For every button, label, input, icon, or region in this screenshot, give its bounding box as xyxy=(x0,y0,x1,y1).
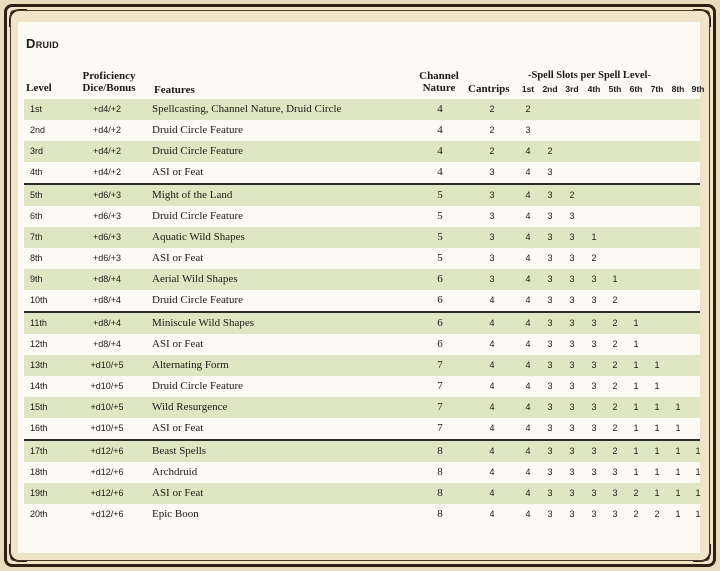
spell-slot-cell: 1 xyxy=(633,467,639,477)
spell-slot-cell: 4 xyxy=(525,253,531,263)
slot-level-header: 4th xyxy=(587,84,601,94)
feature-cell: Druid Circle Feature xyxy=(152,124,244,136)
proficiency-cell: +d8/+4 xyxy=(92,339,122,349)
spell-slot-cell: 3 xyxy=(569,232,575,242)
spell-slot-cell: 4 xyxy=(525,402,531,412)
table-row xyxy=(24,483,700,504)
level-cell: 3rd xyxy=(30,146,44,156)
spell-slot-cell: 1 xyxy=(654,381,660,391)
level-cell: 7th xyxy=(30,232,43,242)
table-row xyxy=(24,290,700,311)
proficiency-cell: +d6/+3 xyxy=(92,232,122,242)
spell-slot-cell: 3 xyxy=(547,446,553,456)
proficiency-cell: +d8/+4 xyxy=(92,318,122,328)
slot-level-header: 3rd xyxy=(565,84,579,94)
header-proficiency xyxy=(70,70,148,94)
spell-slot-cell: 3 xyxy=(569,211,575,221)
cantrips-cell: 4 xyxy=(489,446,495,456)
spell-slot-cell: 1 xyxy=(633,381,639,391)
spell-slot-cell: 4 xyxy=(525,488,531,498)
proficiency-cell: +d6/+3 xyxy=(92,211,122,221)
spell-slot-cell: 1 xyxy=(675,488,681,498)
cantrips-cell: 3 xyxy=(489,167,495,177)
spell-slot-cell: 3 xyxy=(547,467,553,477)
channel-nature-cell: 6 xyxy=(437,338,443,350)
spell-slot-cell: 3 xyxy=(591,446,597,456)
spell-slot-cell: 3 xyxy=(591,467,597,477)
spell-slot-cell: 1 xyxy=(695,467,701,477)
cantrips-cell: 3 xyxy=(489,253,495,263)
spell-slot-cell: 3 xyxy=(547,402,553,412)
spell-slot-cell: 2 xyxy=(633,488,639,498)
spell-slot-cell: 3 xyxy=(569,274,575,284)
spell-slot-cell: 2 xyxy=(654,509,660,519)
table-row xyxy=(24,141,700,162)
table-row xyxy=(24,99,700,120)
spell-slot-cell: 2 xyxy=(612,339,618,349)
spell-slot-cell: 3 xyxy=(547,295,553,305)
spell-slot-cell: 1 xyxy=(654,402,660,412)
proficiency-cell: +d4/+2 xyxy=(92,146,122,156)
level-cell: 6th xyxy=(30,211,43,221)
spell-slot-cell: 1 xyxy=(591,232,597,242)
channel-nature-cell: 7 xyxy=(437,401,443,413)
spell-slot-cell: 4 xyxy=(525,190,531,200)
cantrips-cell: 4 xyxy=(489,402,495,412)
table-row xyxy=(24,269,700,290)
header-spell-slots: -Spell Slots per Spell Level- xyxy=(528,70,651,81)
spell-slot-cell: 1 xyxy=(675,509,681,519)
level-cell: 20th xyxy=(30,509,48,519)
spell-slot-cell: 1 xyxy=(695,446,701,456)
channel-nature-cell: 6 xyxy=(437,273,443,285)
slot-level-header: 9th xyxy=(691,84,705,94)
channel-nature-cell: 8 xyxy=(437,508,443,520)
channel-nature-cell: 5 xyxy=(437,231,443,243)
spell-slot-cell: 3 xyxy=(525,125,531,135)
table-row xyxy=(24,376,700,397)
spell-slot-cell: 1 xyxy=(633,402,639,412)
spell-slot-cell: 4 xyxy=(525,360,531,370)
spell-slot-cell: 3 xyxy=(547,509,553,519)
spell-slot-cell: 4 xyxy=(525,232,531,242)
spell-slot-cell: 3 xyxy=(569,509,575,519)
spell-slot-cell: 2 xyxy=(569,190,575,200)
spell-slot-cell: 4 xyxy=(525,446,531,456)
level-cell: 10th xyxy=(30,295,48,305)
spell-slot-cell: 2 xyxy=(612,446,618,456)
cantrips-cell: 4 xyxy=(489,423,495,433)
spell-slot-cell: 4 xyxy=(525,381,531,391)
spell-slot-cell: 1 xyxy=(675,402,681,412)
table-row xyxy=(24,227,700,248)
cantrips-cell: 3 xyxy=(489,232,495,242)
spell-slot-cell: 2 xyxy=(612,402,618,412)
feature-cell: Might of the Land xyxy=(152,189,233,201)
header-proficiency-line1: Proficiency xyxy=(82,70,136,82)
level-cell: 16th xyxy=(30,423,48,433)
spell-slot-cell: 3 xyxy=(591,488,597,498)
channel-nature-cell: 5 xyxy=(437,189,443,201)
spell-slot-cell: 3 xyxy=(547,167,553,177)
proficiency-cell: +d6/+3 xyxy=(92,190,122,200)
spell-slot-cell: 4 xyxy=(525,509,531,519)
table-row xyxy=(24,439,700,462)
spell-slot-cell: 3 xyxy=(569,295,575,305)
spell-slot-cell: 1 xyxy=(633,339,639,349)
spell-slot-cell: 1 xyxy=(675,467,681,477)
spell-slot-cell: 3 xyxy=(569,360,575,370)
spell-slot-cell: 3 xyxy=(591,295,597,305)
spell-slot-cell: 3 xyxy=(569,318,575,328)
channel-nature-cell: 5 xyxy=(437,252,443,264)
spell-slot-cell: 4 xyxy=(525,295,531,305)
feature-cell: Druid Circle Feature xyxy=(152,380,244,392)
slot-level-header: 1st xyxy=(521,84,535,94)
cantrips-cell: 3 xyxy=(489,190,495,200)
header-features: Features xyxy=(154,84,195,96)
proficiency-cell: +d12/+6 xyxy=(90,488,124,498)
table-row xyxy=(24,311,700,334)
channel-nature-cell: 5 xyxy=(437,210,443,222)
header-level: Level xyxy=(26,82,52,94)
table-row xyxy=(24,206,700,227)
spell-slot-cell: 3 xyxy=(591,402,597,412)
spell-slot-cell: 1 xyxy=(675,423,681,433)
cantrips-cell: 2 xyxy=(489,146,495,156)
spell-slot-cell: 3 xyxy=(569,381,575,391)
level-cell: 15th xyxy=(30,402,48,412)
spell-slot-cell: 1 xyxy=(633,318,639,328)
spell-slot-cell: 3 xyxy=(547,274,553,284)
spell-slot-cell: 4 xyxy=(525,423,531,433)
spell-slot-cell: 3 xyxy=(547,232,553,242)
spell-slot-cell: 1 xyxy=(654,467,660,477)
proficiency-cell: +d12/+6 xyxy=(90,467,124,477)
spell-slot-cell: 1 xyxy=(654,423,660,433)
header-channel-line2: Nature xyxy=(422,82,456,94)
cantrips-cell: 4 xyxy=(489,318,495,328)
cantrips-cell: 4 xyxy=(489,488,495,498)
level-cell: 18th xyxy=(30,467,48,477)
channel-nature-cell: 8 xyxy=(437,445,443,457)
spell-slot-cell: 3 xyxy=(547,253,553,263)
spell-slot-cell: 4 xyxy=(525,274,531,284)
feature-cell: ASI or Feat xyxy=(152,166,204,178)
spell-slot-cell: 3 xyxy=(547,339,553,349)
header-channel-line1: Channel xyxy=(419,70,459,82)
spell-slot-cell: 1 xyxy=(654,360,660,370)
channel-nature-cell: 4 xyxy=(437,166,443,178)
table-row xyxy=(24,183,700,206)
level-cell: 5th xyxy=(30,190,43,200)
spell-slot-cell: 3 xyxy=(591,509,597,519)
spell-slot-cell: 1 xyxy=(654,446,660,456)
spell-slot-cell: 2 xyxy=(525,104,531,114)
cantrips-cell: 4 xyxy=(489,509,495,519)
spell-slot-cell: 4 xyxy=(525,467,531,477)
level-cell: 2nd xyxy=(30,125,46,135)
feature-cell: Epic Boon xyxy=(152,508,199,520)
proficiency-cell: +d8/+4 xyxy=(92,295,122,305)
spell-slot-cell: 3 xyxy=(612,488,618,498)
spell-slot-cell: 3 xyxy=(591,423,597,433)
spell-slot-cell: 3 xyxy=(591,318,597,328)
spell-slot-cell: 1 xyxy=(633,360,639,370)
table-row xyxy=(24,397,700,418)
proficiency-cell: +d10/+5 xyxy=(90,381,124,391)
feature-cell: Archdruid xyxy=(152,466,198,478)
feature-cell: Druid Circle Feature xyxy=(152,294,244,306)
feature-cell: ASI or Feat xyxy=(152,252,204,264)
cantrips-cell: 4 xyxy=(489,360,495,370)
spell-slot-cell: 3 xyxy=(547,381,553,391)
proficiency-cell: +d12/+6 xyxy=(90,509,124,519)
spell-slot-cell: 1 xyxy=(654,488,660,498)
spell-slot-cell: 3 xyxy=(569,253,575,263)
cantrips-cell: 2 xyxy=(489,125,495,135)
spell-slot-cell: 4 xyxy=(525,167,531,177)
slot-level-header: 7th xyxy=(650,84,664,94)
druid-table-sheet xyxy=(18,22,705,553)
feature-cell: Beast Spells xyxy=(152,445,207,457)
spell-slot-cell: 3 xyxy=(547,488,553,498)
channel-nature-cell: 4 xyxy=(437,124,443,136)
level-cell: 9th xyxy=(30,274,43,284)
channel-nature-cell: 6 xyxy=(437,294,443,306)
level-cell: 12th xyxy=(30,339,48,349)
proficiency-cell: +d10/+5 xyxy=(90,423,124,433)
table-row xyxy=(24,462,700,483)
level-cell: 19th xyxy=(30,488,48,498)
feature-cell: Aquatic Wild Shapes xyxy=(152,231,245,243)
header-proficiency-line2: Dice/Bonus xyxy=(82,82,136,94)
spell-slot-cell: 1 xyxy=(633,423,639,433)
spell-slot-cell: 4 xyxy=(525,146,531,156)
spell-slot-cell: 3 xyxy=(569,488,575,498)
level-cell: 17th xyxy=(30,446,48,456)
slot-level-header: 6th xyxy=(629,84,643,94)
channel-nature-cell: 4 xyxy=(437,103,443,115)
cantrips-cell: 4 xyxy=(489,467,495,477)
spell-slot-cell: 1 xyxy=(695,509,701,519)
table-row xyxy=(24,334,700,355)
cantrips-cell: 3 xyxy=(489,274,495,284)
spell-slot-cell: 3 xyxy=(591,381,597,391)
table-row xyxy=(24,248,700,269)
channel-nature-cell: 7 xyxy=(437,422,443,434)
level-cell: 4th xyxy=(30,167,43,177)
spell-slot-cell: 3 xyxy=(569,339,575,349)
feature-cell: Wild Resurgence xyxy=(152,401,228,413)
feature-cell: ASI or Feat xyxy=(152,487,204,499)
spell-slot-cell: 3 xyxy=(569,423,575,433)
druid-table-body xyxy=(24,99,700,525)
spell-slot-cell: 3 xyxy=(569,446,575,456)
spell-slot-cell: 1 xyxy=(633,446,639,456)
header-cantrips: Cantrips xyxy=(468,83,510,95)
spell-slot-cell: 2 xyxy=(612,381,618,391)
level-cell: 8th xyxy=(30,253,43,263)
feature-cell: Aerial Wild Shapes xyxy=(152,273,238,285)
feature-cell: Druid Circle Feature xyxy=(152,145,244,157)
feature-cell: ASI or Feat xyxy=(152,338,204,350)
slot-level-header: 5th xyxy=(608,84,622,94)
level-cell: 1st xyxy=(30,104,43,114)
feature-cell: Spellcasting, Channel Nature, Druid Circle xyxy=(152,103,342,115)
channel-nature-cell: 4 xyxy=(437,145,443,157)
table-row xyxy=(24,504,700,525)
spell-slot-cell: 3 xyxy=(547,360,553,370)
proficiency-cell: +d10/+5 xyxy=(90,360,124,370)
proficiency-cell: +d6/+3 xyxy=(92,253,122,263)
spell-slot-cell: 2 xyxy=(633,509,639,519)
cantrips-cell: 4 xyxy=(489,339,495,349)
header-channel-nature xyxy=(414,70,464,94)
spell-slot-cell: 3 xyxy=(612,467,618,477)
level-cell: 14th xyxy=(30,381,48,391)
spell-slot-cell: 2 xyxy=(547,146,553,156)
table-row xyxy=(24,355,700,376)
channel-nature-cell: 8 xyxy=(437,466,443,478)
spell-slot-cell: 4 xyxy=(525,211,531,221)
channel-nature-cell: 6 xyxy=(437,317,443,329)
feature-cell: Alternating Form xyxy=(152,359,229,371)
cantrips-cell: 2 xyxy=(489,104,495,114)
slot-level-header: 8th xyxy=(671,84,685,94)
spell-slot-cell: 3 xyxy=(612,509,618,519)
proficiency-cell: +d10/+5 xyxy=(90,402,124,412)
proficiency-cell: +d12/+6 xyxy=(90,446,124,456)
spell-slot-cell: 4 xyxy=(525,318,531,328)
spell-slot-cell: 2 xyxy=(612,295,618,305)
spell-slot-cell: 1 xyxy=(612,274,618,284)
channel-nature-cell: 7 xyxy=(437,359,443,371)
level-cell: 11th xyxy=(30,318,47,328)
feature-cell: Druid Circle Feature xyxy=(152,210,244,222)
cantrips-cell: 4 xyxy=(489,381,495,391)
cantrips-cell: 4 xyxy=(489,295,495,305)
table-row xyxy=(24,162,700,183)
channel-nature-cell: 8 xyxy=(437,487,443,499)
channel-nature-cell: 7 xyxy=(437,380,443,392)
spell-slot-cell: 2 xyxy=(612,360,618,370)
feature-cell: ASI or Feat xyxy=(152,422,204,434)
proficiency-cell: +d4/+2 xyxy=(92,104,122,114)
spell-slot-cell: 1 xyxy=(695,488,701,498)
spell-slot-cell: 3 xyxy=(569,467,575,477)
spell-slot-cell: 1 xyxy=(675,446,681,456)
spell-slot-cell: 2 xyxy=(612,423,618,433)
spell-slot-cell: 4 xyxy=(525,339,531,349)
table-row xyxy=(24,418,700,439)
spell-slot-cell: 3 xyxy=(569,402,575,412)
spell-slot-cell: 2 xyxy=(591,253,597,263)
spell-slot-cell: 3 xyxy=(591,339,597,349)
level-cell: 13th xyxy=(30,360,48,370)
proficiency-cell: +d4/+2 xyxy=(92,125,122,135)
proficiency-cell: +d4/+2 xyxy=(92,167,122,177)
proficiency-cell: +d8/+4 xyxy=(92,274,122,284)
cantrips-cell: 3 xyxy=(489,211,495,221)
table-row xyxy=(24,120,700,141)
spell-slot-cell: 3 xyxy=(547,211,553,221)
spell-slot-cell: 3 xyxy=(547,423,553,433)
spell-slot-cell: 3 xyxy=(591,360,597,370)
spell-slot-cell: 3 xyxy=(547,318,553,328)
slot-level-header: 2nd xyxy=(542,84,558,94)
feature-cell: Miniscule Wild Shapes xyxy=(152,317,255,329)
spell-slot-cell: 2 xyxy=(612,318,618,328)
spell-slot-cell: 3 xyxy=(591,274,597,284)
spell-slot-cell: 3 xyxy=(547,190,553,200)
table-title: Druid xyxy=(26,36,59,51)
